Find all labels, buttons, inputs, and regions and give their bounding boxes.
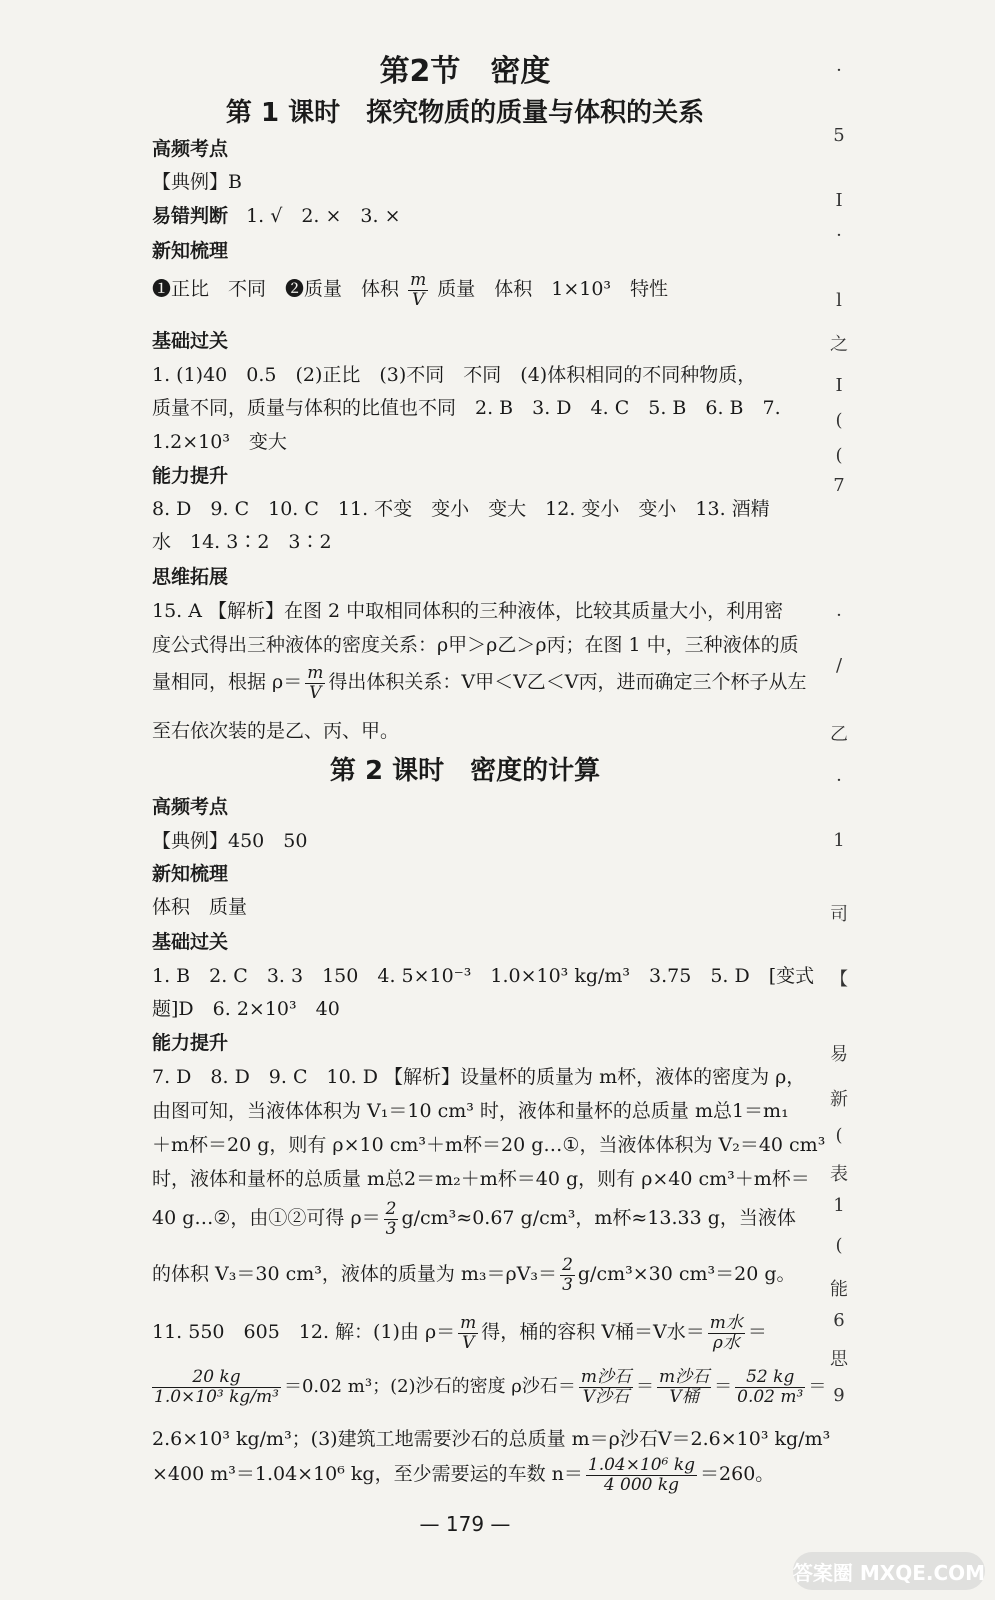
svg-text:答案圈 MXQE.COM: 答案圈 MXQE.COM bbox=[792, 1561, 986, 1585]
volume-fraction: $\frac{20 kg}{\text{1.0×10³ kg/m³}}$ bbox=[154, 1367, 279, 1407]
edge-glyph: ( bbox=[835, 1125, 843, 1146]
lesson1-heading-gaopin: 高频考点 bbox=[152, 138, 229, 160]
edge-glyph: ( bbox=[835, 1235, 843, 1256]
lesson1-siwei-line1: 15. A 【解析】在图 2 中取相同体积的三种液体，比较其质量大小，利用密 bbox=[152, 600, 784, 622]
edge-glyph: 5 bbox=[833, 125, 845, 146]
lesson1-title: 第 1 课时 探究物质的质量与体积的关系 bbox=[225, 98, 705, 128]
lesson2-heading-xinzhi: 新知梳理 bbox=[152, 863, 229, 885]
edge-glyph: · bbox=[836, 605, 842, 626]
lesson2-heading-jichu: 基础过关 bbox=[152, 931, 229, 953]
edge-glyph: 【 bbox=[830, 969, 848, 990]
lesson1-nengli-line1: 8. D 9. C 10. C 11. 不变 变小 变大 12. 变小 变小 13. 酒精 bbox=[152, 498, 770, 520]
lesson2-nengli-line1: 7. D 8. D 9. C 10. D 【解析】设量杯的质量为 m杯，液体的密度为 ρ， bbox=[152, 1066, 806, 1088]
edge-glyph: 6 bbox=[833, 1310, 845, 1331]
edge-glyph: 思 bbox=[830, 1349, 848, 1370]
lesson1-dianli: 【典例】B bbox=[152, 171, 242, 193]
lesson1-siwei-line3: 量相同，根据 ρ＝ $\frac{m}{V}$ 得出体积关系：V甲＜V乙＜V丙，进而确定三个杯子从左 bbox=[152, 663, 807, 703]
lesson2-nengli-line5: 40 g…②，由①②可得 ρ＝ $\frac{2}{3}$ g/cm³≈0.67 g/cm³，m杯≈13.33 g，当液体 bbox=[152, 1199, 796, 1239]
lesson2-q12-line2: $\frac{20 kg}{\text{1.0×10³ kg/m³}}$ ＝0.02 m³；(2)沙石的密度 ρ沙石＝ $\frac{\text{m沙石}}{\text{V沙石}}$ ＝ $\frac{\text{m沙石}}{\text{V桶}}$ ＝ $\frac{52 kg}{\text{0.02 m³}}$ ＝ bbox=[154, 1367, 827, 1407]
edge-glyph: 能 bbox=[830, 1279, 848, 1300]
lesson2-q12-line4: ×400 m³＝1.04×10⁶ kg，至少需要运的车数 n＝ $\frac{\text{1.04×10⁶ kg}}{4 000 kg}$ ＝260。 bbox=[152, 1455, 775, 1495]
edge-glyph: 易 bbox=[830, 1044, 848, 1065]
sand-bucket-fraction: $\frac{\text{m沙石}}{\text{V桶}}$ bbox=[659, 1367, 710, 1407]
density-fraction: $\frac{m}{V}$ bbox=[307, 663, 324, 703]
edge-glyph: 1 bbox=[833, 1195, 845, 1216]
lesson2-xinzhi: 体积 质量 bbox=[152, 896, 248, 918]
lesson2-title: 第 2 课时 密度的计算 bbox=[329, 756, 601, 786]
edge-glyph: / bbox=[835, 655, 843, 676]
edge-glyph: l bbox=[836, 290, 842, 311]
numeric-fraction: $\frac{52 kg}{\text{0.02 m³}}$ bbox=[737, 1367, 804, 1407]
edge-glyph: I bbox=[835, 375, 843, 396]
lesson2-q12-line1: 11. 550 605 12. 解：(1)由 ρ＝ $\frac{m}{V}$ 得，桶的容积 V桶＝V水＝ $\frac{\text{m水}}{\text{ρ水}}$ ＝ bbox=[152, 1313, 767, 1353]
two-thirds-fraction-2: $\frac{2}{3}$ bbox=[562, 1255, 573, 1295]
lesson2-q12-line3: 2.6×10³ kg/m³；(3)建筑工地需要沙石的总质量 m＝ρ沙石V＝2.6×10³ kg/m³ bbox=[152, 1428, 831, 1450]
formula-fraction: $\frac{m}{V}$ bbox=[410, 270, 427, 310]
lesson2-jichu-line1: 1. B 2. C 3. 3 150 4. 5×10⁻³ 1.0×10³ kg/m³ 3.75 5. D [变式 bbox=[152, 965, 815, 987]
lesson2-dianli: 【典例】450 50 bbox=[152, 830, 308, 852]
lesson2-nengli-line6: 的体积 V₃＝30 cm³，液体的质量为 m₃＝ρV₃＝ $\frac{2}{3}$ g/cm³×30 cm³＝20 g。 bbox=[152, 1255, 796, 1295]
lesson1-heading-nengli: 能力提升 bbox=[152, 465, 229, 487]
edge-glyph: I bbox=[835, 190, 843, 211]
lesson1-heading-siwei: 思维拓展 bbox=[152, 566, 229, 588]
density-fraction-2: $\frac{m}{V}$ bbox=[460, 1313, 477, 1353]
edge-glyph: 9 bbox=[833, 1385, 845, 1406]
two-thirds-fraction: $\frac{2}{3}$ bbox=[385, 1199, 397, 1239]
lesson1-yicuo bbox=[152, 201, 782, 228]
lesson2-jichu-line2: 题]D 6. 2×10³ 40 bbox=[152, 998, 340, 1020]
lesson2-nengli-line3: ＋m杯＝20 g，则有 ρ×10 cm³＋m杯＝20 g…①，当液体体积为 V₂＝40 cm³ bbox=[152, 1134, 826, 1156]
lesson1-jichu-line2: 质量不同，质量与体积的比值也不同 2. B 3. D 4. C 5. B 6. B 7. bbox=[152, 397, 781, 419]
lesson2-heading-gaopin: 高频考点 bbox=[152, 796, 229, 818]
sand-density-fraction: $\frac{\text{m沙石}}{\text{V沙石}}$ bbox=[580, 1367, 631, 1407]
section-title: 第2节 密度 bbox=[379, 54, 551, 89]
lesson1-heading-xinzhi: 新知梳理 bbox=[152, 240, 229, 262]
lesson2-nengli-line2: 由图可知，当液体体积为 V₁＝10 cm³ 时，液体和量杯的总质量 m总1＝m₁ bbox=[152, 1100, 789, 1122]
lesson1-siwei-line2: 度公式得出三种液体的密度关系：ρ甲＞ρ乙＞ρ丙；在图 1 中，三种液体的质 bbox=[152, 634, 799, 656]
edge-glyph: 表 bbox=[830, 1164, 848, 1185]
page-number: — 179 — bbox=[419, 1512, 511, 1536]
lesson1-nengli-line2: 水 14. 3∶2 3∶2 bbox=[152, 531, 332, 553]
edge-glyph: 之 bbox=[830, 334, 848, 355]
lesson1-xinzhi bbox=[152, 271, 782, 309]
edge-glyph: 乙 bbox=[830, 724, 848, 745]
edge-glyph: ( bbox=[835, 410, 843, 431]
trucks-fraction: $\frac{\text{1.04×10⁶ kg}}{4 000 kg}$ bbox=[587, 1455, 696, 1495]
lesson1-siwei-line4: 至右依次装的是乙、丙、甲。 bbox=[152, 720, 400, 742]
edge-glyph: 司 bbox=[830, 904, 848, 925]
edge-glyph: · bbox=[836, 60, 842, 81]
lesson1-heading-jichu: 基础过关 bbox=[152, 330, 229, 352]
edge-glyph: 1 bbox=[833, 830, 845, 851]
edge-glyph: 7 bbox=[833, 475, 845, 496]
edge-glyph: · bbox=[836, 225, 842, 246]
xinzhi-part-b: 质量 体积 1×10³ 特性 bbox=[437, 278, 669, 301]
watermark-logo bbox=[789, 1548, 989, 1594]
lesson1-jichu-line3: 1.2×10³ 变大 bbox=[152, 431, 287, 453]
yicuo-text: 1. √ 2. × 3. × bbox=[246, 205, 401, 227]
edge-glyph: ( bbox=[835, 445, 843, 466]
edge-glyph: 新 bbox=[830, 1089, 848, 1110]
lesson2-heading-nengli: 能力提升 bbox=[152, 1032, 229, 1054]
yicuo-label: 易错判断 bbox=[152, 205, 229, 227]
xinzhi-part-a: ❶正比 不同 ❷质量 体积 bbox=[152, 278, 400, 301]
water-fraction: $\frac{\text{m水}}{\text{ρ水}}$ bbox=[709, 1313, 743, 1353]
edge-glyph: · bbox=[836, 770, 842, 791]
lesson2-nengli-line4: 时，液体和量杯的总质量 m总2＝m₂＋m杯＝40 g，则有 ρ×40 cm³＋m杯＝ bbox=[152, 1168, 810, 1190]
lesson1-jichu-line1: 1. (1)40 0.5 (2)正比 (3)不同 不同 (4)体积相同的不同种物质， bbox=[152, 364, 757, 386]
